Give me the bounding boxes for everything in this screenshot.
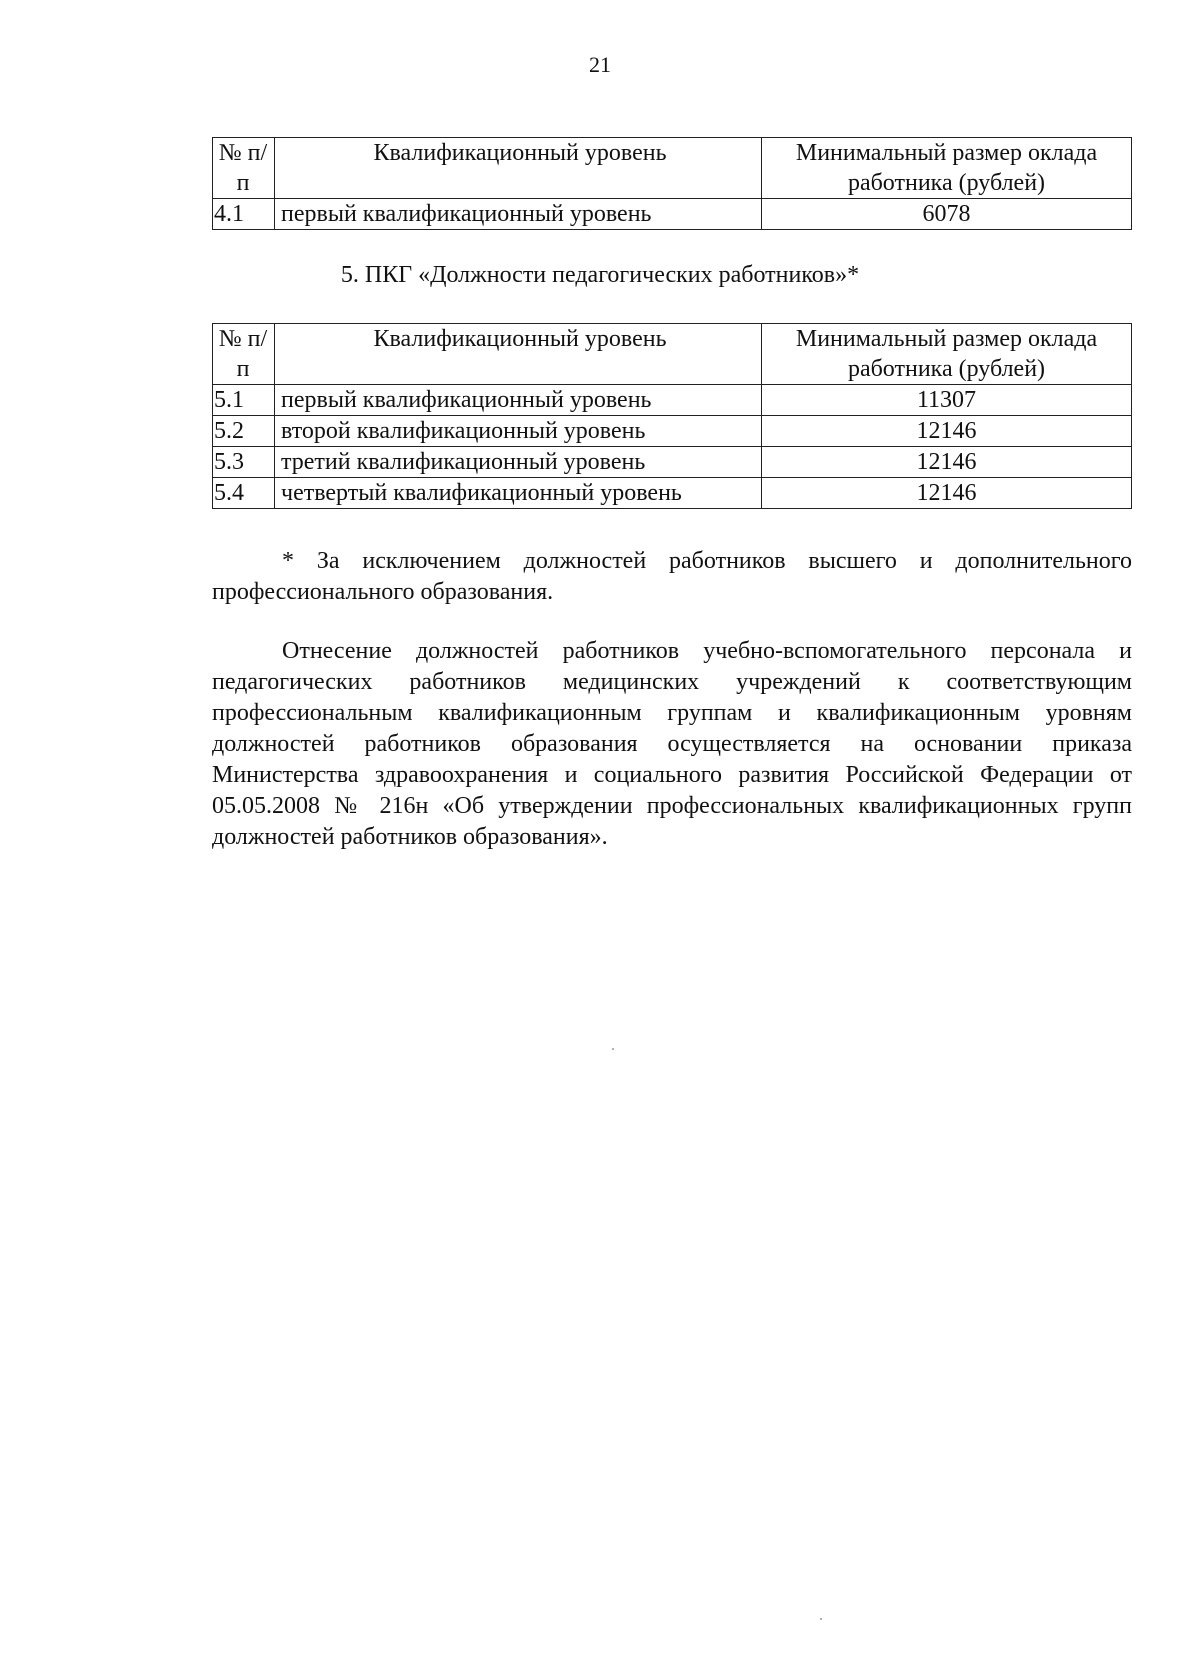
header-level: Квалификационный уровень <box>275 324 762 385</box>
table-header-row <box>213 324 1132 385</box>
table-row <box>213 478 1132 509</box>
section-title: 5. ПКГ «Должности педагогических работников»* <box>340 262 860 288</box>
table-row <box>213 199 1132 230</box>
row-level: первый квалификационный уровень <box>275 385 762 416</box>
header-level: Квалификационный уровень <box>275 138 762 199</box>
row-salary: 12146 <box>762 416 1132 447</box>
row-level: четвертый квалификационный уровень <box>275 478 762 509</box>
header-num: № п/п <box>213 324 275 385</box>
row-num: 5.2 <box>213 416 275 447</box>
body-paragraph: Отнесение должностей работников учебно-вспомогательного персонала и педагогических работников медицинских учреждений к соответствующим профессиональным квалификационным группам и квалификационным уровням должностей работников образования осуществляется на основании приказа Министерства здравоохранения и социального развития Российской Федерации от 05.05.2008 № 216н «Об утверждении профессиональных квалификационных групп должностей работников образования». <box>212 638 1132 850</box>
header-salary: Минимальный размер оклада работника (рублей) <box>762 324 1132 385</box>
row-num: 5.4 <box>213 478 275 509</box>
header-salary: Минимальный размер оклада работника (рублей) <box>762 138 1132 199</box>
page-number: 21 <box>589 52 611 77</box>
salary-table-pkg4 <box>212 137 1132 230</box>
row-level: второй квалификационный уровень <box>275 416 762 447</box>
table-row <box>213 416 1132 447</box>
table-row <box>213 385 1132 416</box>
row-salary: 11307 <box>762 385 1132 416</box>
row-num: 5.3 <box>213 447 275 478</box>
salary-table-pkg5 <box>212 323 1132 509</box>
row-num: 5.1 <box>213 385 275 416</box>
table-row <box>213 447 1132 478</box>
row-level: первый квалификационный уровень <box>275 199 762 230</box>
scan-speck <box>820 1618 822 1620</box>
row-salary: 12146 <box>762 478 1132 509</box>
header-num: № п/п <box>213 138 275 199</box>
row-level: третий квалификационный уровень <box>275 447 762 478</box>
row-num: 4.1 <box>213 199 275 230</box>
scan-speck <box>612 1048 614 1050</box>
row-salary: 12146 <box>762 447 1132 478</box>
row-salary: 6078 <box>762 199 1132 230</box>
table-header-row <box>213 138 1132 199</box>
footnote: * За исключением должностей работников высшего и дополнительного профессионального образования. <box>212 548 1132 605</box>
